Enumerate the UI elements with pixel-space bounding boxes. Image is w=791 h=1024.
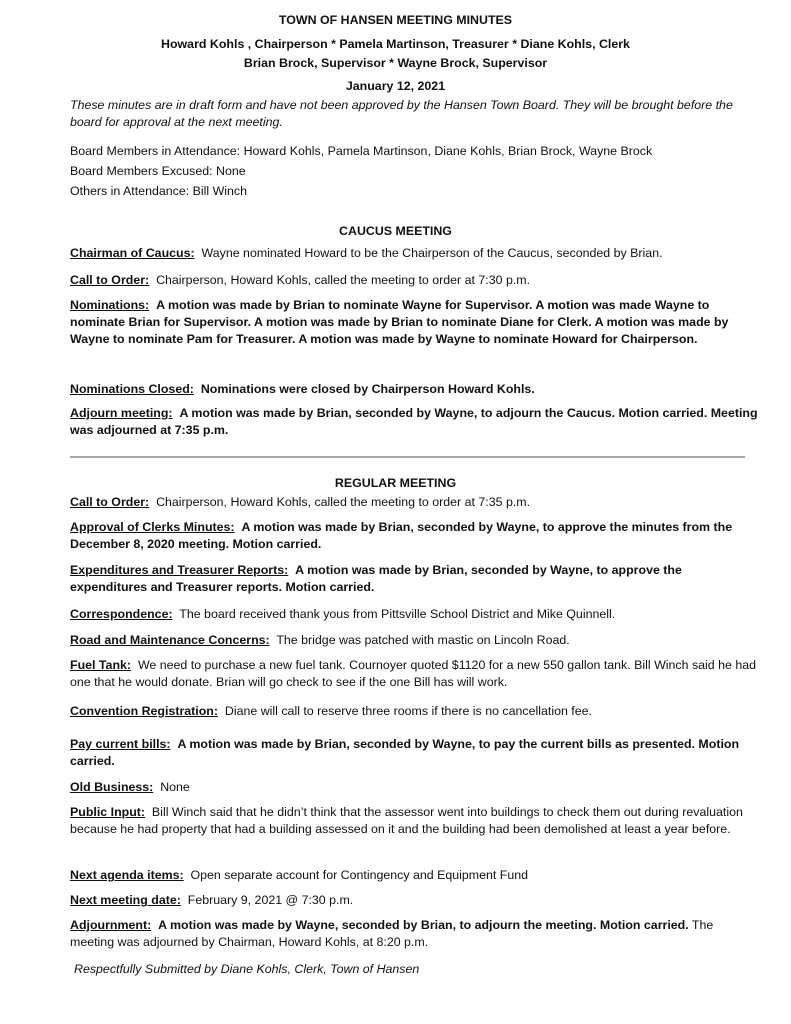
regular-public-input bbox=[70, 804, 760, 838]
item-text: Bill Winch said that he didn’t think that the assessor went into buildings to check them out during revaluation because he had property that had a building assessed on it and the building had been demolished at least a year before. bbox=[70, 805, 743, 837]
regular-fuel-tank bbox=[70, 657, 760, 691]
regular-pay-bills bbox=[70, 736, 760, 770]
regular-convention bbox=[70, 703, 760, 720]
item-text-bold: A motion was made by Wayne, seconded by Brian, to adjourn the meeting. Motion carried. bbox=[158, 918, 689, 932]
attendance-excused: Board Members Excused: None bbox=[70, 164, 246, 178]
item-label: Adjournment: bbox=[70, 918, 152, 932]
item-label: Correspondence: bbox=[70, 607, 173, 621]
item-text: A motion was made by Brian, seconded by Wayne, to approve the expenditures and Treasurer reports. Motion carried. bbox=[70, 563, 682, 595]
item-text: Chairperson, Howard Kohls, called the meeting to order at 7:30 p.m. bbox=[156, 273, 531, 287]
item-label: Expenditures and Treasurer Reports: bbox=[70, 563, 289, 577]
item-label: Chairman of Caucus: bbox=[70, 246, 195, 260]
item-text: The meeting was adjourned by Chairman, Howard Kohls, at 8:20 p.m. bbox=[70, 918, 714, 950]
item-text: A motion was made by Brian, seconded by Wayne, to pay the current bills as presented. Motion carried. bbox=[70, 737, 740, 769]
regular-correspondence bbox=[70, 606, 760, 623]
item-label: Call to Order: bbox=[70, 273, 150, 287]
officers-line-1: Howard Kohls , Chairperson * Pamela Martinson, Treasurer * Diane Kohls, Clerk bbox=[161, 37, 630, 51]
regular-next-agenda bbox=[70, 867, 760, 884]
item-text: The bridge was patched with mastic on Lincoln Road. bbox=[276, 633, 570, 647]
item-text: February 9, 2021 @ 7:30 p.m. bbox=[187, 893, 354, 907]
regular-minutes-approval bbox=[70, 519, 760, 553]
item-text: A motion was made by Brian, seconded by Wayne, to approve the minutes from the December 8, 2020 meeting. Motion carried. bbox=[70, 520, 733, 552]
item-label: Call to Order: bbox=[70, 495, 150, 509]
caucus-nominations bbox=[70, 297, 760, 349]
item-label: Pay current bills: bbox=[70, 737, 171, 751]
caucus-adjourn bbox=[70, 405, 760, 439]
item-text: A motion was made by Brian, seconded by Wayne, to adjourn the Caucus. Motion carried. Meeting was adjourned at 7:35 p.m. bbox=[70, 406, 758, 438]
attendance-present: Board Members in Attendance: Howard Kohls, Pamela Martinson, Diane Kohls, Brian Brock, Wayne Brock bbox=[70, 144, 653, 158]
attendance-others: Others in Attendance: Bill Winch bbox=[70, 184, 247, 198]
regular-adjournment bbox=[70, 917, 760, 951]
item-label: Fuel Tank: bbox=[70, 658, 132, 672]
document-title: TOWN OF HANSEN MEETING MINUTES bbox=[278, 13, 513, 27]
item-label: Old Business: bbox=[70, 780, 154, 794]
item-text: Wayne nominated Howard to be the Chairperson of the Caucus, seconded by Brian. bbox=[201, 246, 663, 260]
regular-expenditures bbox=[70, 562, 760, 596]
officers-line-2: Brian Brock, Supervisor * Wayne Brock, Supervisor bbox=[243, 56, 548, 70]
regular-next-meeting bbox=[70, 892, 760, 909]
caucus-chairman bbox=[70, 245, 760, 262]
caucus-nominations-closed bbox=[70, 381, 760, 398]
item-label: Nominations Closed: bbox=[70, 382, 194, 396]
draft-note: These minutes are in draft form and have not been approved by the Hansen Town Board. They will be brought before the board for approval at the next meeting. bbox=[70, 98, 733, 130]
item-label: Next meeting date: bbox=[70, 893, 181, 907]
regular-call-to-order bbox=[70, 494, 760, 511]
regular-old-business bbox=[70, 779, 760, 796]
item-text: Nominations were closed by Chairperson Howard Kohls. bbox=[200, 382, 535, 396]
item-text: The board received thank yous from Pittsville School District and Mike Quinnell. bbox=[179, 607, 616, 621]
item-label: Next agenda items: bbox=[70, 868, 184, 882]
item-text: We need to purchase a new fuel tank. Cournoyer quoted $1120 for a new 550 gallon tank. Bill Winch said he had one that he would donate. Brian will go check to see if the one Bill has will work. bbox=[70, 658, 757, 690]
section-divider bbox=[70, 456, 745, 458]
item-text: Chairperson, Howard Kohls, called the meeting to order at 7:35 p.m. bbox=[156, 495, 531, 509]
item-text: Open separate account for Contingency and Equipment Fund bbox=[190, 868, 529, 882]
item-label: Adjourn meeting: bbox=[70, 406, 173, 420]
item-text: Diane will call to reserve three rooms if there is no cancellation fee. bbox=[224, 704, 592, 718]
item-text: None bbox=[160, 780, 190, 794]
regular-heading: REGULAR MEETING bbox=[334, 476, 457, 490]
regular-road-maintenance bbox=[70, 632, 760, 649]
signature-line: Respectfully Submitted by Diane Kohls, Clerk, Town of Hansen bbox=[74, 962, 420, 976]
caucus-call-to-order bbox=[70, 272, 760, 289]
item-label: Nominations: bbox=[70, 298, 150, 312]
item-label: Public Input: bbox=[70, 805, 146, 819]
meeting-date: January 12, 2021 bbox=[345, 79, 446, 93]
item-text: A motion was made by Brian to nominate Wayne for Supervisor. A motion was made Wayne to nominate Brian for Supervisor. A motion was made by Brian to nominate Diane for Clerk. A motion was made by Wayne to nominate Pam for Treasurer. A motion was made by Wayne to nominate Howard for Chairperson. bbox=[70, 298, 729, 347]
item-label: Approval of Clerks Minutes: bbox=[70, 520, 235, 534]
item-label: Road and Maintenance Concerns: bbox=[70, 633, 270, 647]
caucus-heading: CAUCUS MEETING bbox=[339, 224, 452, 238]
item-label: Convention Registration: bbox=[70, 704, 218, 718]
